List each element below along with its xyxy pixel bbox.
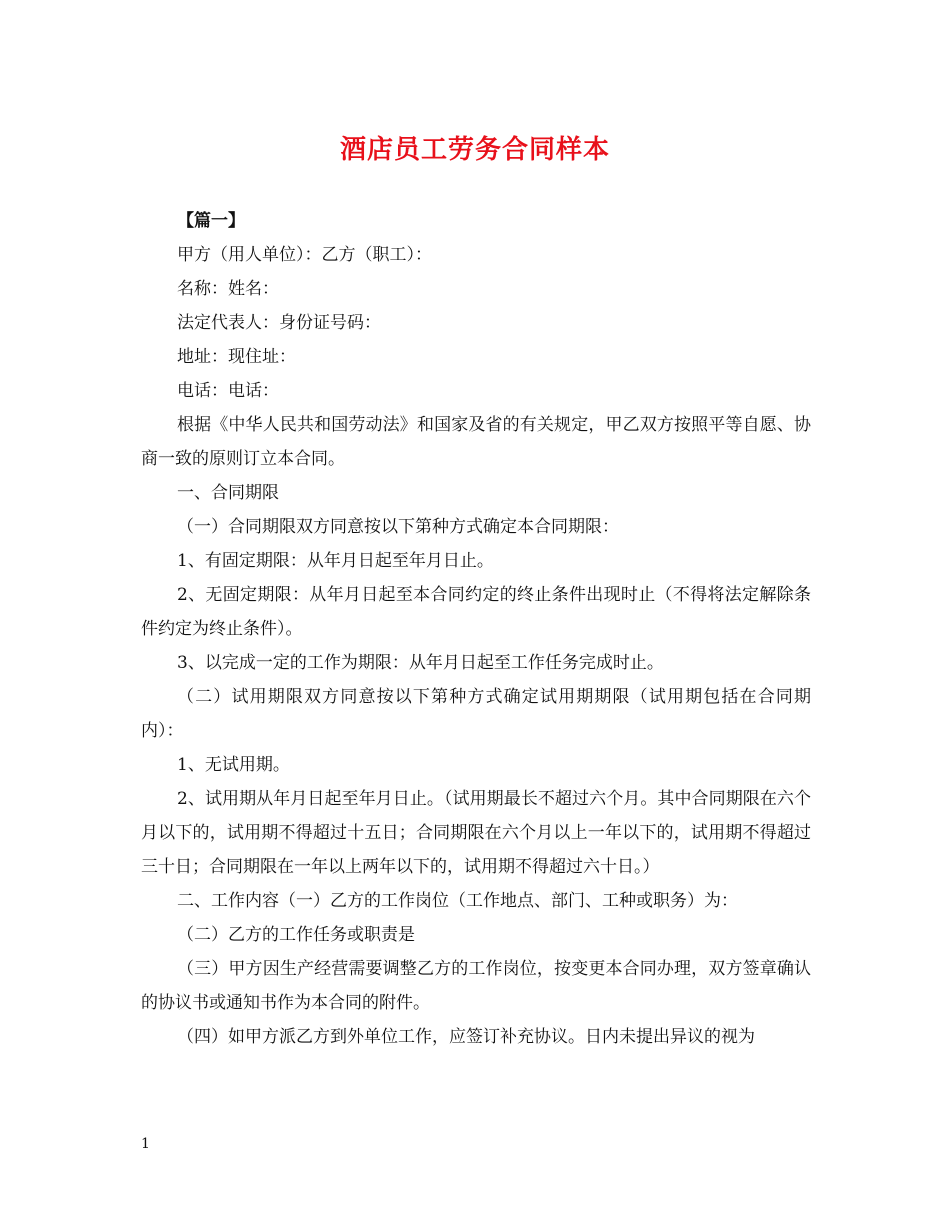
address-line: 地址：现住址：: [177, 347, 296, 367]
clause-paragraph: （三）甲方因生产经营需要调整乙方的工作岗位，按变更本合同办理，双方签章确认的协议书或通知书作为本合同的附件。: [141, 959, 811, 1013]
clause-paragraph: 1、有固定期限：从年月日起至年月日止。: [177, 551, 494, 571]
clause-heading-work: 二、工作内容（一）乙方的工作岗位（工作地点、部门、工种或职务）为：: [177, 891, 738, 911]
clause-heading-term: 一、合同期限: [177, 483, 279, 503]
clause-paragraph: 1、无试用期。: [177, 755, 290, 775]
clause-paragraph: 2、试用期从年月日起至年月日止。（试用期最长不超过六个月。其中合同期限在六个月以下的，试用期不得超过十五日；合同期限在六个月以上一年以下的，试用期不得超过三十日；合同期限在一年以上两年以下的，试用期不得超过六十日。）: [141, 789, 811, 877]
section-heading: 【篇一】: [177, 211, 245, 231]
clause-paragraph: 3、以完成一定的工作为期限：从年月日起至工作任务完成时止。: [177, 653, 664, 673]
preamble-paragraph: 根据《中华人民共和国劳动法》和国家及省的有关规定，甲乙双方按照平等自愿、协商一致的原则订立本合同。: [141, 415, 811, 469]
name-line: 名称：姓名：: [177, 279, 279, 299]
party-line: 甲方（用人单位）：乙方（职工）：: [177, 245, 432, 265]
document-body: [141, 204, 811, 1054]
clause-paragraph: （二）乙方的工作任务或职责是: [177, 925, 415, 945]
phone-line: 电话：电话：: [177, 381, 279, 401]
clause-paragraph: （四）如甲方派乙方到外单位工作，应签订补充协议。日内未提出异议的视为: [177, 1027, 755, 1047]
clause-paragraph: 2、无固定期限：从年月日起至本合同约定的终止条件出现时止（不得将法定解除条件约定为终止条件）。: [141, 585, 811, 639]
document-title: 酒店员工劳务合同样本: [339, 135, 610, 165]
clause-paragraph: （一）合同期限双方同意按以下第种方式确定本合同期限：: [177, 517, 619, 537]
clause-paragraph: （二）试用期限双方同意按以下第种方式确定试用期期限（试用期包括在合同期内）：: [141, 687, 811, 741]
page-number: 1: [141, 1136, 150, 1152]
representative-line: 法定代表人：身份证号码：: [177, 313, 381, 333]
